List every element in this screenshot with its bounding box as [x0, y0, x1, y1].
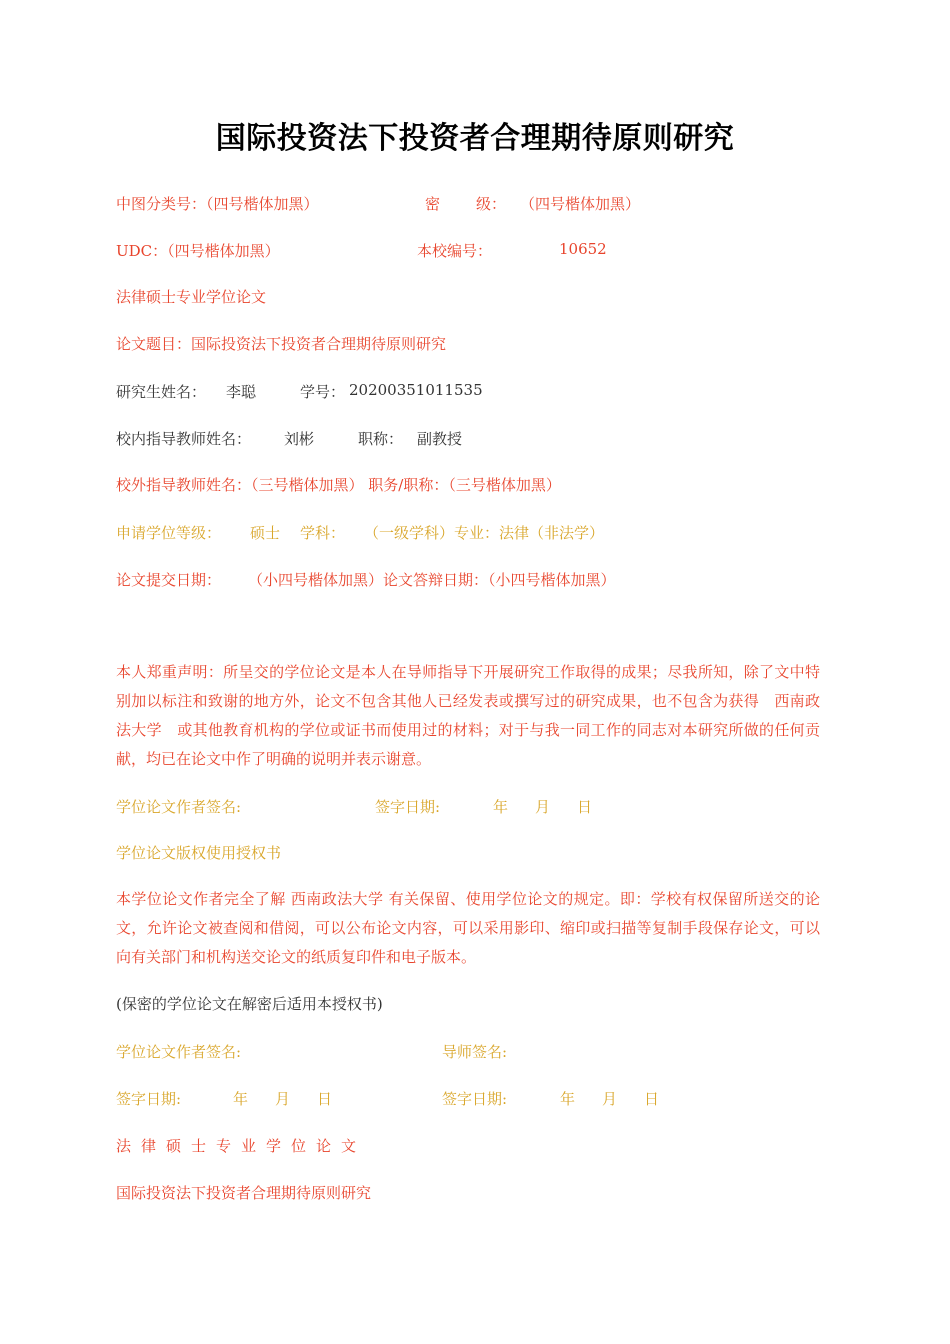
sign-date-month: 月	[535, 798, 551, 816]
sign-date-day: 日	[577, 798, 593, 816]
sign-date-label: 签字日期:	[375, 798, 441, 816]
internal-advisor-title: 副教授	[417, 430, 463, 448]
discipline-label: 学科：	[300, 524, 346, 542]
advisor-sign-day: 日	[644, 1090, 660, 1108]
internal-advisor-name: 刘彬	[284, 430, 315, 448]
secret-label: 密	[425, 195, 441, 213]
originality-declaration: 本人郑重声明：所呈交的学位论文是本人在导师指导下开展研究工作取得的成果；尽我所知，除了文中特别加以标注和致谢的地方外，论文不包含其他人已经发表或撰写过的研究成果，也不包含为获得 西南政法大学 或其他教育机构的学位或证书而使用过的材料；对于与我一同工作的同志对本研究所做的任何贡献，均已在论文中作了明确的说明并表示谢意。	[116, 663, 820, 768]
author-sign-date-label: 签字日期:	[116, 1090, 182, 1108]
author-signature-label: 学位论文作者签名:	[116, 798, 242, 816]
submit-date-label: 论文提交日期：	[116, 571, 222, 589]
school-code-value: 10652	[559, 240, 607, 258]
internal-advisor-label: 校内指导教师姓名：	[116, 430, 252, 448]
student-name: 李聪	[226, 383, 257, 401]
level-label: 级：	[476, 195, 507, 213]
student-id: 20200351011535	[349, 381, 483, 399]
advisor-sign-month: 月	[602, 1090, 618, 1108]
author-sign-year: 年	[233, 1090, 249, 1108]
degree-level-label: 申请学位等级：	[116, 524, 222, 542]
student-name-label: 研究生姓名：	[116, 383, 207, 401]
author-sign-month: 月	[275, 1090, 291, 1108]
advisor-sign-year: 年	[560, 1090, 576, 1108]
internal-advisor-title-label: 职称：	[358, 430, 404, 448]
sign-date-year: 年	[493, 798, 509, 816]
document-title: 国际投资法下投资者合理期待原则研究	[215, 121, 735, 156]
author-sign-day: 日	[317, 1090, 333, 1108]
external-advisor: 校外指导教师姓名：（三号楷体加黑） 职务/职称：（三号楷体加黑）	[116, 476, 561, 494]
classification-number: 中图分类号：（四号楷体加黑）	[116, 195, 319, 213]
student-id-label: 学号：	[300, 383, 346, 401]
school-code-label: 本校编号：	[417, 242, 493, 260]
copyright-authorization-text: 本学位论文作者完全了解 西南政法大学 有关保留、使用学位论文的规定。即：学校有权保留所送交的论文，允许论文被查阅和借阅，可以公布论文内容，可以采用影印、缩印或扫描等复制手段保存论文，可以向有关部门和机构送交论文的纸质复印件和电子版本。	[116, 890, 820, 966]
udc-line: UDC：（四号楷体加黑）	[116, 242, 280, 260]
level-value: （四号楷体加黑）	[520, 195, 641, 213]
author-signature-label-2: 学位论文作者签名:	[116, 1043, 242, 1061]
advisor-sign-date-label: 签字日期:	[442, 1090, 508, 1108]
advisor-signature-label: 导师签名:	[442, 1043, 508, 1061]
degree-type: 法律硕士专业学位论文	[116, 288, 267, 306]
discipline-value: （一级学科）专业：法律（非法学）	[364, 524, 605, 542]
confidential-note: (保密的学位论文在解密后适用本授权书)	[116, 995, 383, 1013]
thesis-title: 论文题目：国际投资法下投资者合理期待原则研究	[116, 335, 447, 353]
footer-degree-type: 法律硕士专业学位论文	[116, 1137, 367, 1155]
submit-defense-dates: （小四号楷体加黑）论文答辩日期：（小四号楷体加黑）	[248, 571, 616, 589]
copyright-heading: 学位论文版权使用授权书	[116, 844, 282, 862]
degree-level-value: 硕士	[250, 524, 281, 542]
footer-thesis-title: 国际投资法下投资者合理期待原则研究	[116, 1184, 372, 1202]
